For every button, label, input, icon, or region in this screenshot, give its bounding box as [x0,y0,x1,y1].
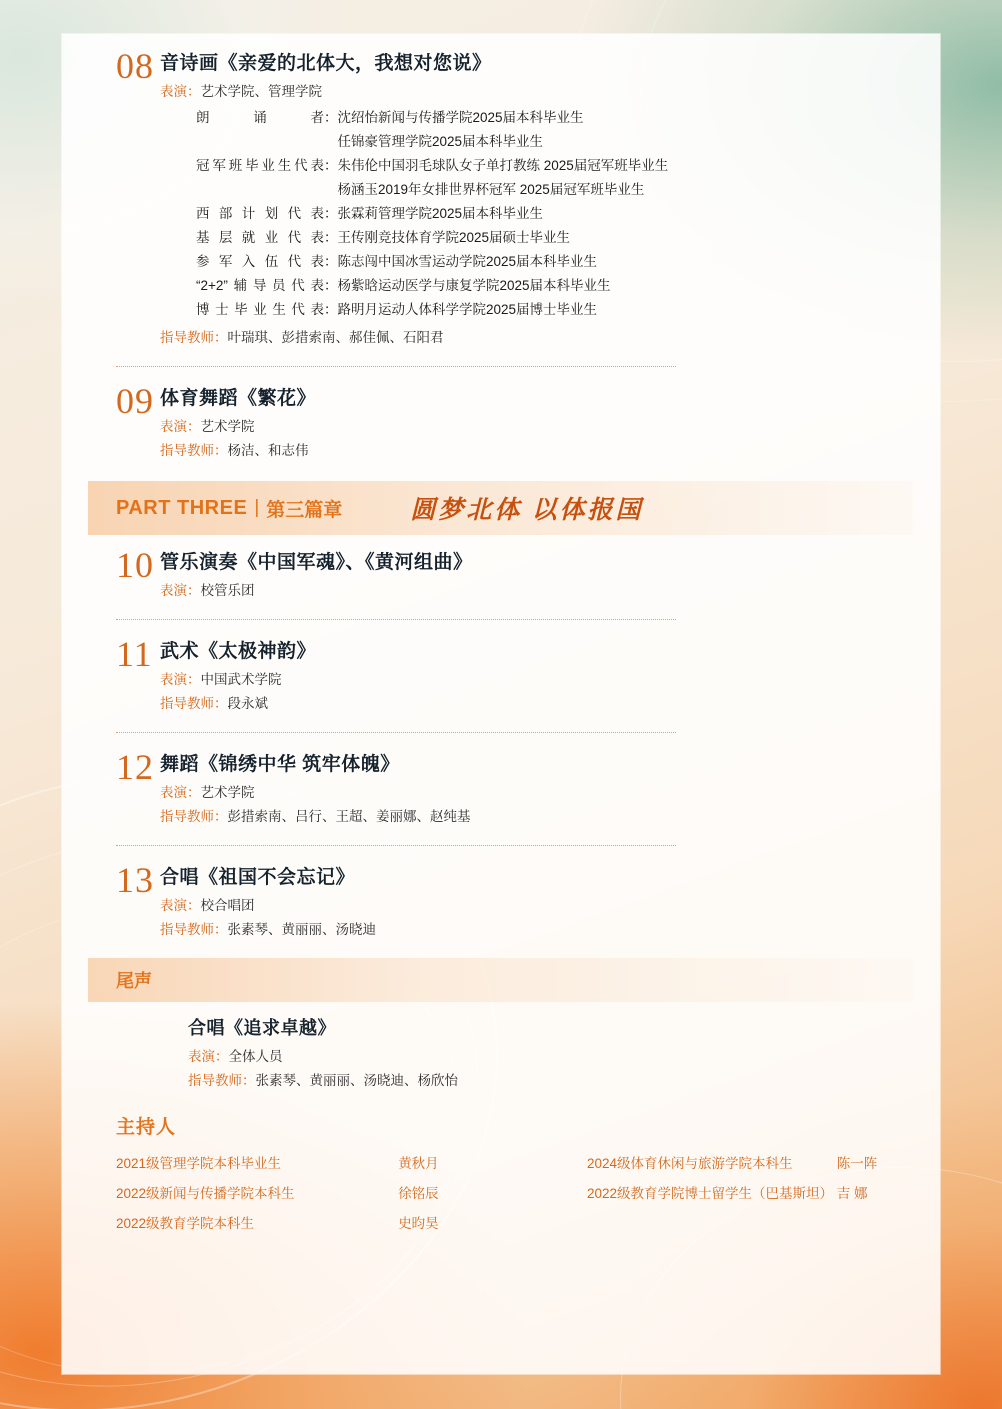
cast-colon: ： [324,230,338,245]
host-name: 吉 娜 [836,1186,868,1201]
table-row [196,226,668,250]
program-item-11 [88,634,914,718]
divider [116,845,676,846]
cast-desc: 2019年女排世界杯冠军 2025届冠军班毕业生 [378,182,645,197]
part-slogan: 圆梦北体 以体报国 [410,497,644,524]
cast-colon: ： [324,254,338,269]
epilogue-item [88,1014,914,1090]
cast-person: 陈志闯 [337,254,378,269]
host-name: 徐铭辰 [398,1186,439,1201]
cast-colon: ： [324,110,338,125]
program-title: 武术《太极神韵》 [160,641,317,662]
instructor-label: 指导教师： [188,1073,256,1088]
content-card [62,34,940,1374]
cast-colon [324,130,338,154]
epilogue-heading: 尾声 [116,971,152,991]
cast-colon: ： [324,206,338,221]
instructor-value: 叶瑞琪、彭措索南、郝佳佩、石阳君 [227,330,444,345]
table-row [196,106,668,130]
program-number: 10 [116,545,154,585]
host-org [587,1209,837,1239]
divider [116,366,676,367]
program-instructor [160,328,914,347]
host-name: 陈一阵 [836,1156,878,1171]
program-instructor [160,441,914,460]
cast-role: 参军入伍代表 [196,254,324,269]
host-org: 2022级教育学院博士留学生（巴基斯坦） [587,1186,834,1201]
program-performer [160,417,914,436]
cast-table [196,106,668,322]
cast-desc: 管理学院2025届本科毕业生 [378,134,544,149]
instructor-value: 张素琴、黄丽丽、汤晓迪、杨欣怡 [255,1073,458,1088]
program-title: 体育舞蹈《繁花》 [160,388,317,409]
cast-desc: 中国冰雪运动学院2025届本科毕业生 [378,254,598,269]
hosts-heading: 主持人 [116,1117,177,1138]
instructor-label: 指导教师： [160,809,228,824]
cast-role: 朗诵者 [196,110,324,125]
program-number: 13 [116,860,154,900]
program-number: 09 [116,381,154,421]
host-name [837,1209,914,1239]
cast-person: 任锦豪 [337,134,378,149]
epilogue-banner [88,958,914,1002]
table-row [196,250,668,274]
program-item-13 [88,860,914,944]
performer-value: 校管乐团 [200,583,255,598]
cast-desc: 新闻与传播学院2025届本科毕业生 [378,110,584,125]
program-performer [160,82,914,101]
instructor-value: 张素琴、黄丽丽、汤晓迪 [227,922,376,937]
cast-colon: ： [324,278,338,293]
host-org: 2022级新闻与传播学院本科生 [116,1186,295,1201]
table-row [196,202,668,226]
program-item-10 [88,545,914,605]
host-org: 2022级教育学院本科生 [116,1216,255,1231]
divider [116,619,676,620]
divider [116,732,676,733]
table-row [196,178,668,202]
performer-label: 表演： [160,84,201,99]
cast-role: 西部计划代表 [196,206,324,221]
table-row [196,298,668,322]
program-performer [160,670,914,689]
table-row [116,1179,914,1209]
host-org: 2021级管理学院本科毕业生 [116,1156,282,1171]
cast-colon [324,178,338,202]
table-row [116,1209,914,1239]
part-separator: | [254,497,260,518]
performer-value: 艺术学院 [200,785,255,800]
cast-desc: 中国羽毛球队女子单打教练 2025届冠军班毕业生 [378,158,669,173]
cast-desc: 运动医学与康复学院2025届本科毕业生 [378,278,611,293]
performer-label: 表演： [160,672,201,687]
cast-desc: 管理学院2025届本科毕业生 [378,206,544,221]
performer-label: 表演： [160,583,201,598]
cast-role: “2+2”辅导员代表 [196,278,324,293]
instructor-value: 段永斌 [227,696,268,711]
cast-colon: ： [324,302,338,317]
table-row [196,274,668,298]
performer-value: 艺术学院 [200,419,255,434]
cast-person: 王传刚 [337,230,378,245]
instructor-label: 指导教师： [160,443,228,458]
program-instructor [160,920,914,939]
part-en-label: PART THREE [116,496,248,519]
instructor-value: 杨洁、和志伟 [227,443,309,458]
cast-person: 沈绍怡 [337,110,378,125]
program-number: 08 [116,46,154,86]
cast-role [196,130,324,154]
cast-role: 冠军班毕业生代表 [196,158,324,173]
cast-role [196,178,324,202]
program-title: 合唱《追求卓越》 [188,1018,336,1038]
table-row [196,154,668,178]
instructor-label: 指导教师： [160,330,228,345]
program-item-09 [88,381,914,465]
program-number: 11 [116,634,153,674]
cast-role: 基层就业代表 [196,230,324,245]
cast-role: 博士毕业生代表 [196,302,324,317]
table-row [116,1149,914,1179]
program-title: 管乐演奏《中国军魂》、《黄河组曲》 [160,552,473,573]
performer-value: 艺术学院、管理学院 [200,84,322,99]
cast-desc: 运动人体科学学院2025届博士毕业生 [378,302,598,317]
program-number: 12 [116,747,154,787]
performer-label: 表演： [188,1049,229,1064]
instructor-label: 指导教师： [160,922,228,937]
host-org: 2024级体育休闲与旅游学院本科生 [587,1156,793,1171]
cast-person: 朱伟伦 [337,158,378,173]
cast-person: 路明月 [337,302,378,317]
program-instructor [188,1071,914,1090]
instructor-label: 指导教师： [160,696,228,711]
performer-value: 全体人员 [228,1049,283,1064]
table-row [196,130,668,154]
performer-label: 表演： [160,785,201,800]
cast-colon: ： [324,158,338,173]
program-item-12 [88,747,914,831]
program-performer [160,581,914,600]
cast-person: 张霖莉 [337,206,378,221]
part-three-banner [88,481,914,535]
program-performer [188,1047,914,1066]
host-name: 黄秋月 [398,1156,439,1171]
program-performer [160,896,914,915]
program-instructor [160,694,914,713]
cast-desc: 竞技体育学院2025届硕士毕业生 [378,230,571,245]
performer-value: 校合唱团 [200,898,255,913]
performer-label: 表演： [160,419,201,434]
cast-person: 杨涵玉 [337,182,378,197]
hosts-section [88,1112,914,1239]
performer-label: 表演： [160,898,201,913]
host-name: 史昀昊 [398,1216,439,1231]
program-performer [160,783,914,802]
cast-person: 杨紫晗 [337,278,378,293]
performer-value: 中国武术学院 [200,672,282,687]
instructor-value: 彭措索南、吕行、王超、姜丽娜、赵纯基 [227,809,471,824]
program-title: 舞蹈《锦绣中华 筑牢体魄》 [160,754,400,775]
program-title: 音诗画《亲爱的北体大，我想对您说》 [160,53,492,74]
part-cn-label: 第三篇章 [266,499,343,521]
program-item-08 [88,46,914,352]
program-instructor [160,807,914,826]
hosts-table [116,1149,914,1239]
program-title: 合唱《祖国不会忘记》 [160,867,356,888]
